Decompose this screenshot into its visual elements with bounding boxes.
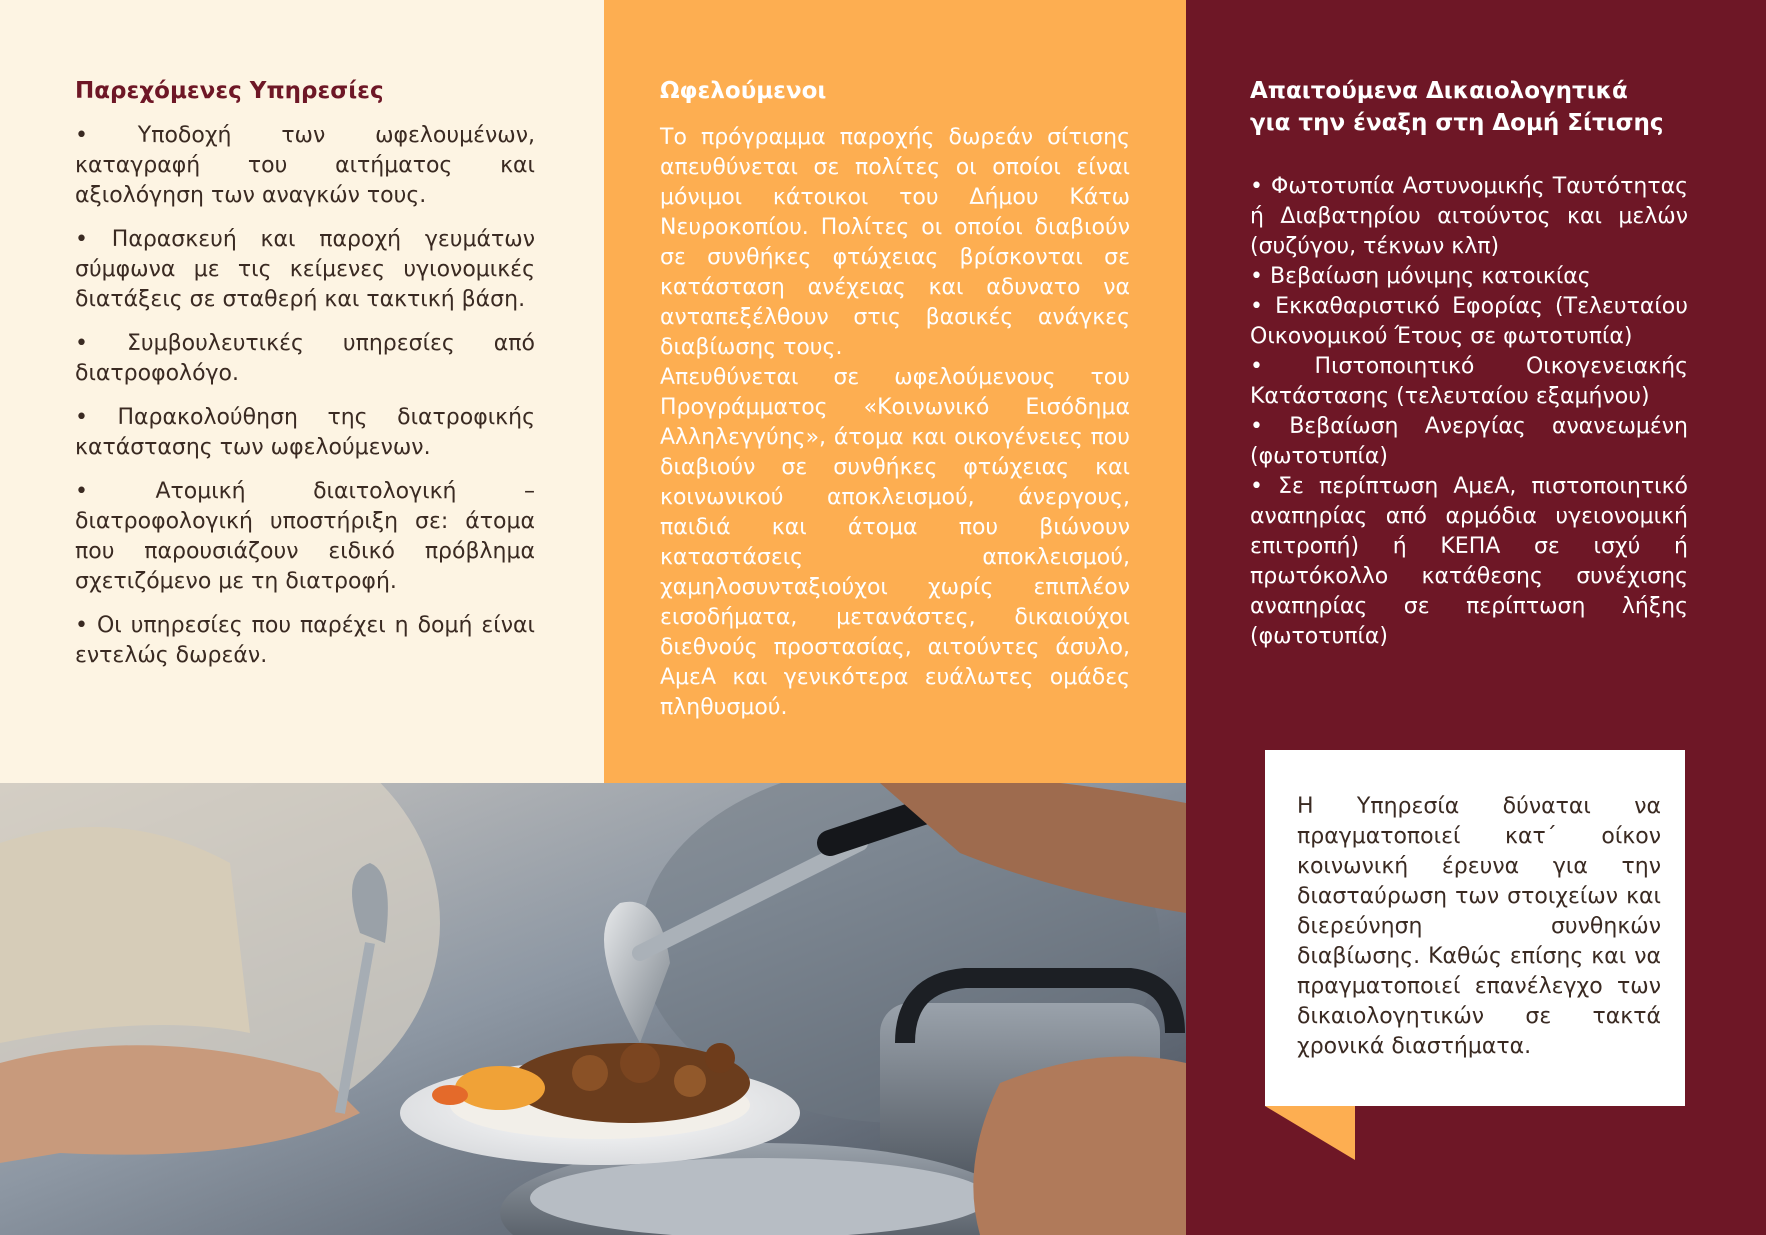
services-item-2: • Παρασκευή και παροχή γευμάτων σύμφωνα με τις κείμενες υγιονομικές διατάξεις σε σταθερή και τακτική βάση. [75,227,535,312]
documents-title [1250,75,1710,139]
beneficiaries-column [604,0,1186,783]
documents-item-5: • Βεβαίωση Ανεργίας ανανεωμένη (φωτοτυπία) [1250,414,1688,469]
services-item-3: • Συμβουλευτικές υπηρεσίες από διατροφολόγο. [75,331,535,386]
beneficiaries-paragraph-1: Το πρόγραμμα παροχής δωρεάν σίτισης απευθύνεται σε πολίτες οι οποίοι είναι μόνιμοι κάτοικοι του Δήμου Κάτω Νευροκοπίου. Πολίτες οι οποίοι διαβιούν σε συνθήκες φτώχειας βρίσκονται σε κατάσταση ανέχειας και αδυνατο να ανταπεξέλθουν στις βασικές ανάγκες διαβίωσης τους. [660,125,1130,360]
documents-list [1250,172,1688,652]
services-title: Παρεχόμενες Υπηρεσίες [75,78,384,104]
note-box-tail [1265,1106,1355,1160]
beneficiaries-paragraph-2: Απευθύνεται σε ωφελούμενους του Προγράμματος «Κοινωνικό Εισόδημα Αλληλεγγύης», άτομα και οικογένειες που διαβιούν σε συνθήκες φτώχειας και κοινωνικού αποκλεισμού, άνεργους, παιδιά και άτομα που βιώνουν καταστάσεις αποκλεισμού, χαμηλοσυνταξιούχοι χωρίς επιπλέον εισοδήματα, μετανάστες, δικαιούχοι διεθνούς προστασίας, αιτούντες άσυλο, ΑμεΑ και γενικότερα ευάλωτες ομάδες πληθυσμού. [660,365,1130,720]
note-box [1265,750,1685,1106]
documents-item-6: • Σε περίπτωση ΑμεΑ, πιστοποιητικό αναπηρίας από αρμόδια υγειονομική επιτροπή) ή ΚΕΠΑ σε ισχύ ή πρωτόκολλο κατάθεσης συνέχισης αναπηρίας σε περίπτωση λήξης (φωτοτυπία) [1250,474,1688,649]
services-item-4: • Παρακολούθηση της διατροφικής κατάστασης των ωφελούμενων. [75,405,535,460]
note-text: Η Υπηρεσία δύναται να πραγματοποιεί κατ΄ οίκον κοινωνική έρευνα για την διασταύρωση των στοιχείων και διερεύνηση συνθηκών διαβίωσης. Καθώς επίσης και να πραγματοποιεί επανέλεγχο των δικαιολογητικών σε τακτά χρονικά διαστήματα. [1297,794,1661,1059]
documents-title-line-2: για την έναξη στη Δομή Σίτισης [1250,110,1664,136]
services-column [0,0,604,783]
documents-title-line-1: Απαιτούμενα Δικαιολογητικά [1250,78,1628,104]
services-list [75,121,535,685]
services-item-5: • Ατομική διαιτολογική – διατροφολογική υποστήριξη σε: άτομα που παρουσιάζουν ειδικό πρόβλημα σχετιζόμενο με τη διατροφή. [75,479,535,594]
food-serving-photo [0,783,1186,1235]
documents-item-4: • Πιστοποιητικό Οικογενειακής Κατάστασης (τελευταίου εξαμήνου) [1250,354,1688,409]
documents-item-1: • Φωτοτυπία Αστυνομικής Ταυτότητας ή Διαβατηρίου αιτούντος και μελών (συζύγου, τέκνων κλπ) [1250,174,1688,259]
services-item-6: • Οι υπηρεσίες που παρέχει η δομή είναι εντελώς δωρεάν. [75,613,535,668]
beneficiaries-title: Ωφελούμενοι [660,78,827,104]
beneficiaries-text [660,123,1130,723]
documents-item-3: • Εκκαθαριστικό Εφορίας (Τελευταίου Οικονομικού Έτους σε φωτοτυπία) [1250,294,1688,349]
services-item-1: • Υποδοχή των ωφελουμένων, καταγραφή του αιτήματος και αξιολόγηση των αναγκών τους. [75,123,535,208]
documents-item-2: • Βεβαίωση μόνιμης κατοικίας [1250,264,1591,289]
